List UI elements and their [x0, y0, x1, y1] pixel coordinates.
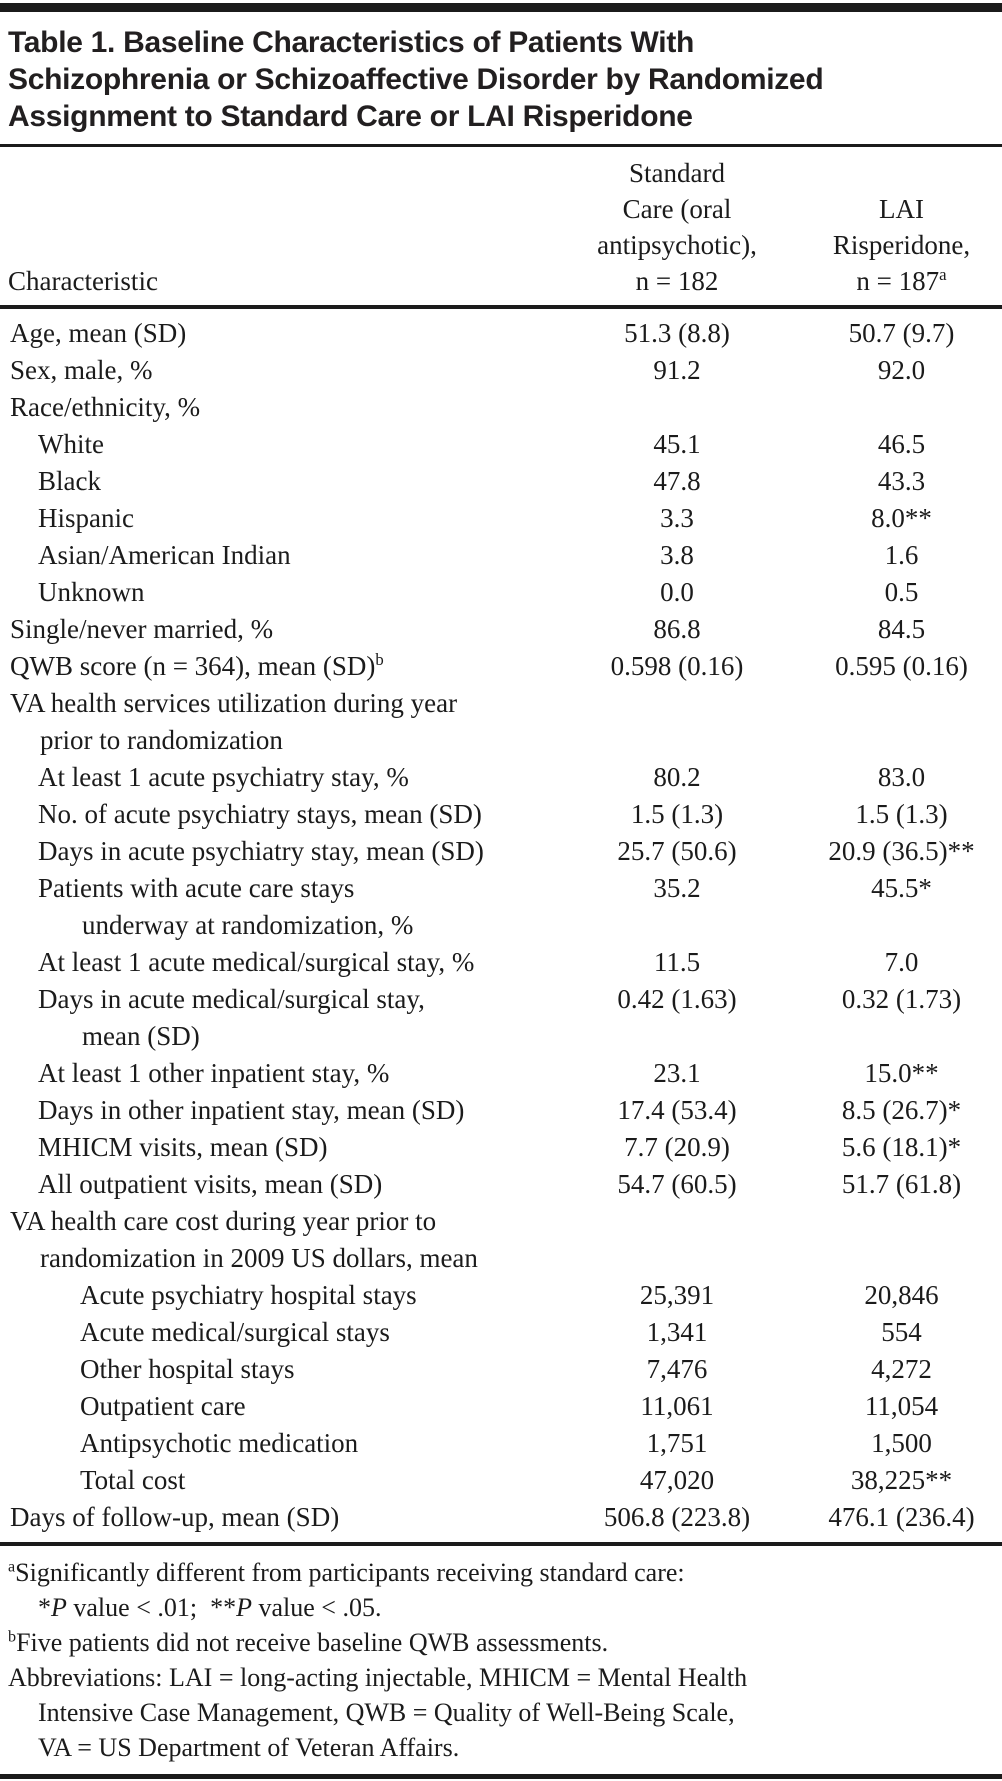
table-title-line3: Assignment to Standard Care or LAI Risperidone	[8, 100, 693, 133]
row-label: Unknown	[38, 577, 145, 607]
row-value-lai: 43.3	[877, 466, 926, 496]
table-row	[0, 1351, 1002, 1388]
row-value-standard-care: 1,341	[646, 1317, 708, 1347]
table-title	[0, 12, 1002, 144]
table-section-row	[0, 685, 1002, 759]
row-label-line1: VA health services utilization during year	[10, 688, 458, 718]
row-value-standard-care: 35.2	[653, 873, 701, 903]
table-title-line1: Table 1. Baseline Characteristics of Patients With	[8, 26, 695, 59]
column-header-characteristic: Characteristic	[8, 266, 158, 296]
row-label-line1: Days in acute medical/surgical stay,	[38, 984, 425, 1014]
row-value-standard-care: 0.42 (1.63)	[617, 984, 737, 1014]
lai-header-line2: Risperidone,	[832, 230, 971, 260]
standard-care-header-line1: Standard	[629, 158, 725, 188]
row-value-standard-care: 91.2	[653, 355, 701, 385]
asterisk-single: *	[38, 1593, 51, 1622]
row-label: Sex, male, %	[10, 355, 153, 385]
table-row	[0, 796, 1002, 833]
row-label: Outpatient care	[80, 1391, 246, 1421]
row-value-lai: 7.0	[884, 947, 919, 977]
row-value-standard-care: 23.1	[653, 1058, 701, 1088]
row-value-lai: 4,272	[871, 1354, 932, 1384]
row-value-standard-care	[553, 389, 801, 426]
table-row	[0, 759, 1002, 796]
column-header-lai-risperidone	[801, 191, 1002, 299]
row-value-standard-care: 0.0	[660, 577, 694, 607]
table-row	[0, 500, 1002, 537]
row-label: Age, mean (SD)	[10, 318, 187, 348]
row-label: Single/never married, %	[10, 614, 274, 644]
column-header-standard-care	[553, 155, 801, 299]
table-row	[0, 537, 1002, 574]
footnotes	[0, 1546, 1002, 1765]
row-value-lai: 20.9 (36.5)**	[828, 836, 975, 866]
table-row	[0, 1425, 1002, 1462]
table-row	[0, 1277, 1002, 1314]
table-section-row	[0, 1203, 1002, 1277]
table-row	[0, 1166, 1002, 1203]
table-row	[0, 1055, 1002, 1092]
row-label: Total cost	[80, 1465, 186, 1495]
row-label-line2: underway at randomization, %	[82, 910, 414, 940]
row-label-text: QWB score (n = 364), mean (SD)	[10, 651, 376, 681]
row-label: Days in acute psychiatry stay, mean (SD)	[38, 836, 484, 866]
footnote-marker-b: b	[375, 650, 384, 669]
row-value-standard-care: 45.1	[653, 429, 701, 459]
abbreviations-line3: VA = US Department of Veteran Affairs.	[38, 1733, 460, 1762]
row-value-standard-care: 17.4 (53.4)	[617, 1095, 737, 1125]
standard-care-header-n: n = 182	[635, 266, 719, 296]
row-value-lai: 50.7 (9.7)	[848, 318, 955, 348]
row-value-lai: 8.5 (26.7)*	[841, 1095, 962, 1125]
table-section-row	[0, 389, 1002, 426]
row-value-lai: 5.6 (18.1)*	[841, 1132, 962, 1162]
row-value-standard-care: 86.8	[653, 614, 701, 644]
table-row	[0, 1499, 1002, 1536]
row-label: Other hospital stays	[80, 1354, 295, 1384]
table-row	[0, 426, 1002, 463]
row-value-lai	[801, 389, 1002, 426]
table-row	[0, 870, 1002, 944]
row-value-lai: 38,225**	[850, 1465, 953, 1495]
row-value-standard-care: 1.5 (1.3)	[630, 799, 724, 829]
pvalue-text-2: value < .05.	[251, 1593, 382, 1622]
table-body	[0, 309, 1002, 1542]
lai-header-n	[801, 263, 1002, 299]
table-header-row	[0, 147, 1002, 305]
row-value-lai: 51.7 (61.8)	[841, 1169, 962, 1199]
footnote-marker-a: a	[939, 265, 947, 284]
table-row	[0, 352, 1002, 389]
row-value-standard-care: 3.8	[660, 540, 694, 570]
row-label: MHICM visits, mean (SD)	[38, 1132, 328, 1162]
abbreviations-line1: Abbreviations: LAI = long-acting injectable, MHICM = Mental Health	[8, 1663, 748, 1692]
bottom-rule	[0, 1774, 1002, 1779]
p-italic: P	[51, 1593, 67, 1622]
row-label: Antipsychotic medication	[80, 1428, 359, 1458]
table-row	[0, 1314, 1002, 1351]
footnote-a	[8, 1555, 996, 1625]
row-value-lai: 1,500	[871, 1428, 932, 1458]
row-value-standard-care: 506.8 (223.8)	[603, 1502, 751, 1532]
row-label-line1: Patients with acute care stays	[38, 873, 355, 903]
row-label: Hispanic	[38, 503, 134, 533]
row-label	[0, 648, 553, 685]
table-row	[0, 611, 1002, 648]
table-row	[0, 574, 1002, 611]
footnote-a-text: Significantly different from participants receiving standard care:	[15, 1558, 685, 1587]
row-label: White	[38, 429, 104, 459]
row-value-standard-care	[553, 685, 801, 759]
row-value-lai: 1.5 (1.3)	[855, 799, 948, 829]
row-label-line1: VA health care cost during year prior to	[10, 1206, 437, 1236]
row-value-lai: 20,846	[864, 1280, 939, 1310]
row-value-standard-care: 11.5	[653, 947, 701, 977]
row-label: At least 1 other inpatient stay, %	[38, 1058, 390, 1088]
row-value-standard-care	[553, 1203, 801, 1277]
row-label-line2: randomization in 2009 US dollars, mean	[40, 1243, 478, 1273]
footnote-a-marker: a	[8, 1558, 16, 1576]
footnote-b-marker: b	[8, 1628, 17, 1646]
footnote-b	[8, 1625, 996, 1660]
table-row	[0, 315, 1002, 352]
row-value-standard-care: 1,751	[646, 1428, 708, 1458]
row-label: Days in other inpatient stay, mean (SD)	[38, 1095, 465, 1125]
row-value-lai: 1.6	[884, 540, 919, 570]
row-value-standard-care: 47,020	[639, 1465, 715, 1495]
row-value-standard-care: 47.8	[653, 466, 701, 496]
row-value-lai: 46.5	[877, 429, 926, 459]
pvalue-text-1: value < .01; **	[66, 1593, 237, 1622]
row-value-standard-care: 54.7 (60.5)	[617, 1169, 737, 1199]
row-label: Acute medical/surgical stays	[80, 1317, 390, 1347]
row-label: Race/ethnicity, %	[10, 392, 201, 422]
row-value-lai	[801, 685, 1002, 759]
row-label-line2: prior to randomization	[40, 725, 283, 755]
row-value-standard-care: 80.2	[653, 762, 701, 792]
footnote-a-pvalues	[8, 1590, 996, 1625]
footnote-a-line1	[8, 1555, 996, 1590]
row-value-lai: 554	[881, 1317, 922, 1347]
row-value-standard-care: 51.3 (8.8)	[624, 318, 730, 348]
standard-care-header-line3: antipsychotic),	[597, 230, 757, 260]
p-italic: P	[236, 1593, 252, 1622]
footnote-abbreviations	[8, 1660, 996, 1765]
row-value-standard-care: 11,061	[640, 1391, 714, 1421]
table-row	[0, 833, 1002, 870]
row-value-standard-care: 7.7 (20.9)	[624, 1132, 730, 1162]
row-label: Asian/American Indian	[38, 540, 291, 570]
row-value-lai: 45.5*	[871, 873, 932, 903]
row-value-standard-care: 25.7 (50.6)	[617, 836, 737, 866]
table-row	[0, 1129, 1002, 1166]
table-row	[0, 1092, 1002, 1129]
table-top-accent-bar	[0, 3, 1002, 12]
row-value-lai: 11,054	[864, 1391, 939, 1421]
table-row	[0, 1462, 1002, 1499]
row-label: All outpatient visits, mean (SD)	[38, 1169, 383, 1199]
table-row	[0, 648, 1002, 685]
row-label: Days of follow-up, mean (SD)	[10, 1502, 340, 1532]
table-row	[0, 463, 1002, 500]
row-value-standard-care: 3.3	[660, 503, 694, 533]
row-label: Black	[38, 466, 101, 496]
footnote-b-line1	[8, 1625, 996, 1660]
lai-header-n-text: n = 187	[856, 266, 940, 296]
row-value-lai: 84.5	[877, 614, 926, 644]
row-value-lai: 0.595 (0.16)	[835, 651, 968, 681]
row-value-lai	[801, 1203, 1002, 1277]
row-value-lai: 8.0**	[871, 503, 932, 533]
row-value-lai: 15.0**	[864, 1058, 939, 1088]
row-label: No. of acute psychiatry stays, mean (SD)	[38, 799, 482, 829]
row-value-lai: 92.0	[877, 355, 926, 385]
row-value-lai: 0.32 (1.73)	[841, 984, 962, 1014]
table-title-line2: Schizophrenia or Schizoaffective Disorder by Randomized	[8, 63, 824, 96]
standard-care-header-line2: Care (oral	[622, 194, 732, 224]
row-value-standard-care: 25,391	[639, 1280, 715, 1310]
row-value-standard-care: 0.598 (0.16)	[610, 651, 744, 681]
lai-header-line1: LAI	[879, 194, 924, 224]
row-value-standard-care: 7,476	[646, 1354, 708, 1384]
row-label: Acute psychiatry hospital stays	[80, 1280, 417, 1310]
table-row	[0, 944, 1002, 981]
footnote-b-text: Five patients did not receive baseline QWB assessments.	[16, 1628, 609, 1657]
row-value-lai: 476.1 (236.4)	[828, 1502, 975, 1532]
row-label: At least 1 acute psychiatry stay, %	[38, 762, 409, 792]
row-label-line2: mean (SD)	[82, 1021, 200, 1051]
row-value-lai: 0.5	[884, 577, 919, 607]
abbreviations-line2: Intensive Case Management, QWB = Quality of Well-Being Scale,	[38, 1698, 735, 1727]
table-row	[0, 1388, 1002, 1425]
table-row	[0, 981, 1002, 1055]
row-label: At least 1 acute medical/surgical stay, %	[38, 947, 475, 977]
row-value-lai: 83.0	[877, 762, 926, 792]
